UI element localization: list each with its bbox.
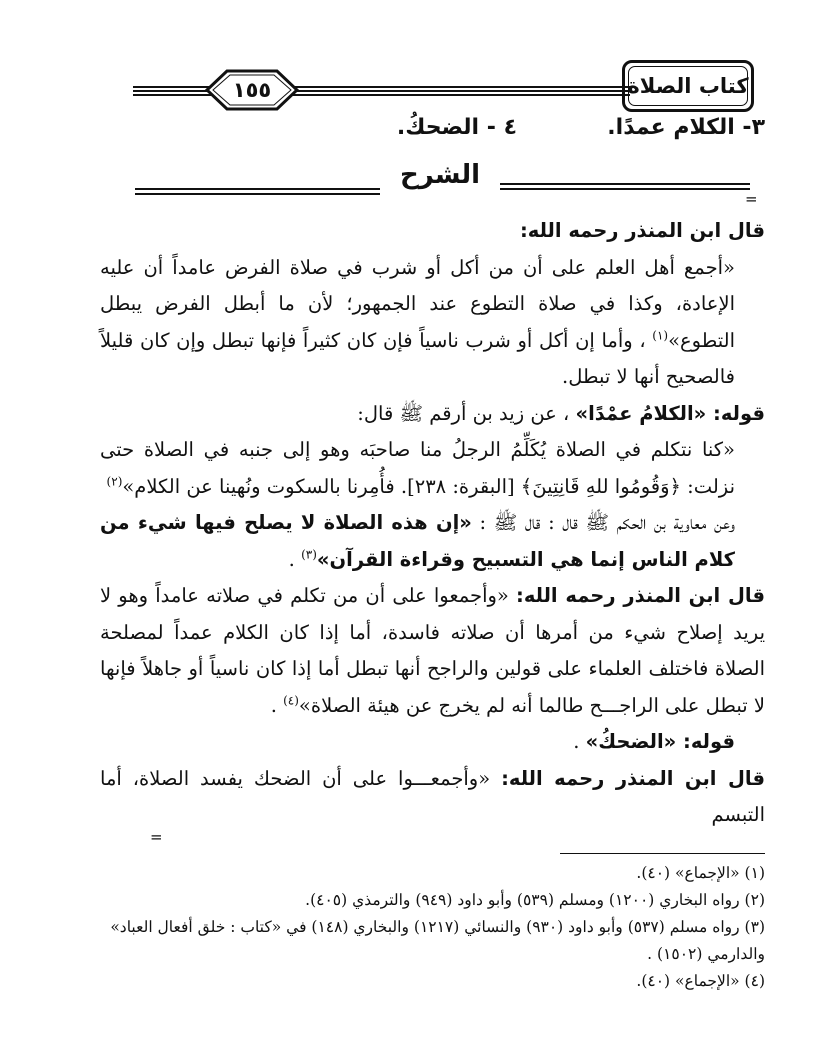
paragraph-hadith-zaid [100, 432, 765, 505]
footnote-ref: (٤) [283, 693, 299, 707]
section-rule-right [500, 183, 750, 185]
paragraph-eating-drinking [100, 250, 765, 396]
book-title-box [622, 60, 754, 112]
matn-label: قوله: «الضحكُ» [585, 730, 735, 753]
author-attribution: قال ابن المنذر رحمه الله: [501, 766, 765, 790]
footnote-1: (١) «الإجماع» (٤٠). [636, 864, 765, 882]
footnotes [100, 860, 765, 995]
book-title: كتاب الصلاة [627, 74, 749, 98]
quote-text: «أجمع أهل العلم على أن من أكل أو شرب في صلاة الفرض عامداً أن عليه الإعادة، وكذا في صلاة التطوع عند الجمهور؛ لأن ما أبطل الفرض يبطل التطوع» [100, 255, 735, 352]
hadith-text: «كنا نتكلم في الصلاة يُكَلِّمُ الرجلُ منا صاحبَه وهو إلى جنبه في الصلاة حتى نزلت: ﴿وَقُومُوا للهِ قَانِتِينَ﴾ [البقرة: ٢٣٨]. فأُمِرنا بالسكوت ونُهينا عن الكلام» [100, 438, 735, 498]
footnote-ref: (٣) [301, 547, 317, 561]
section-rule-left [135, 188, 380, 190]
footnote-2: (٢) رواه البخاري (١٢٠٠) ومسلم (٥٣٩) وأبو داود (٩٤٩) والترمذي (٤٠٥). [305, 891, 765, 909]
continuation-mark-bottom: = [150, 828, 163, 846]
footnote-4: (٤) «الإجماع» (٤٠). [636, 972, 765, 990]
footnote-ref: (٢) [106, 474, 123, 488]
section-rule-left-2 [135, 193, 380, 195]
paragraph-intro [100, 213, 765, 250]
paragraph-consensus-speaking [100, 578, 765, 724]
paragraph-text: ، عن زيد بن أرقم ﷺ قال: [357, 401, 576, 425]
paragraph-text: ، وأما إن أكل أو شرب ناسياً فإن كان كثيراً فإنها تبطل وإن كان قليلاً فالصحيح أنها لا تبطل. [100, 328, 735, 388]
paragraph-laughing [100, 724, 765, 761]
author-attribution: قال ابن المنذر رحمه الله: [519, 219, 765, 242]
section-rule-right-2 [500, 188, 750, 190]
paragraph-text: وعن معاوية بن الحكم ﷺ قال : قال ﷺ : [471, 511, 735, 534]
footnote-3: (٣) رواه مسلم (٥٣٧) وأبو داود (٩٣٠) والنسائي (١٢١٧) والبخاري (١٤٨) في «كتاب : خلق أفعال العباد» والدارمي (١٥٠٢) . [110, 918, 765, 963]
footnote-rule [560, 853, 765, 854]
paragraph-end: . [573, 730, 586, 753]
quote-text: «وأجمعوا على أن من تكلم في صلاته عامداً وهو لا يريد إصلاح شيء من أمرها أن صلاته فاسدة، أما إذا كان الكلام عمداً لمصلحة الصلاة فاختلف العلماء على قولين والراجح أنها تبطل أما إذا كان ناسياً أو جاهلاً فإنها لا تبطل على الراجـــح طالما أنه لم يخرج عن هيئة الصلاة» [100, 584, 765, 717]
commentary-body [100, 213, 765, 834]
author-attribution: قال ابن المنذر رحمه الله: [516, 584, 765, 607]
hadith-bold: «إن هذه الصلاة لا يصلح فيها شيء من كلام الناس إنما هي التسبيح وقراءة القرآن» [100, 511, 735, 571]
conditions-list [300, 115, 765, 155]
footnote-ref: (١) [652, 328, 669, 342]
paragraph-speaking [100, 396, 765, 433]
quote-text: «وأجمعـــوا على أن الضحك يفسد الصلاة، أما التبسم [100, 766, 765, 826]
section-title: الشرح [399, 160, 481, 190]
item-speaking-intentionally: ٣- الكلام عمدًا. [607, 115, 765, 140]
paragraph-end: . [288, 547, 302, 571]
page-number-frame [205, 68, 299, 112]
continuation-mark-top: = [745, 190, 758, 208]
paragraph-consensus-laughing [100, 761, 765, 834]
item-laughing: ٤ - الضحكُ. [396, 115, 517, 140]
paragraph-end: . [270, 693, 284, 717]
paragraph-hadith-muawiya [100, 505, 765, 578]
matn-label: قوله: «الكلامُ عمْدًا» [575, 401, 765, 425]
page-number: ١٥٥ [232, 78, 272, 102]
